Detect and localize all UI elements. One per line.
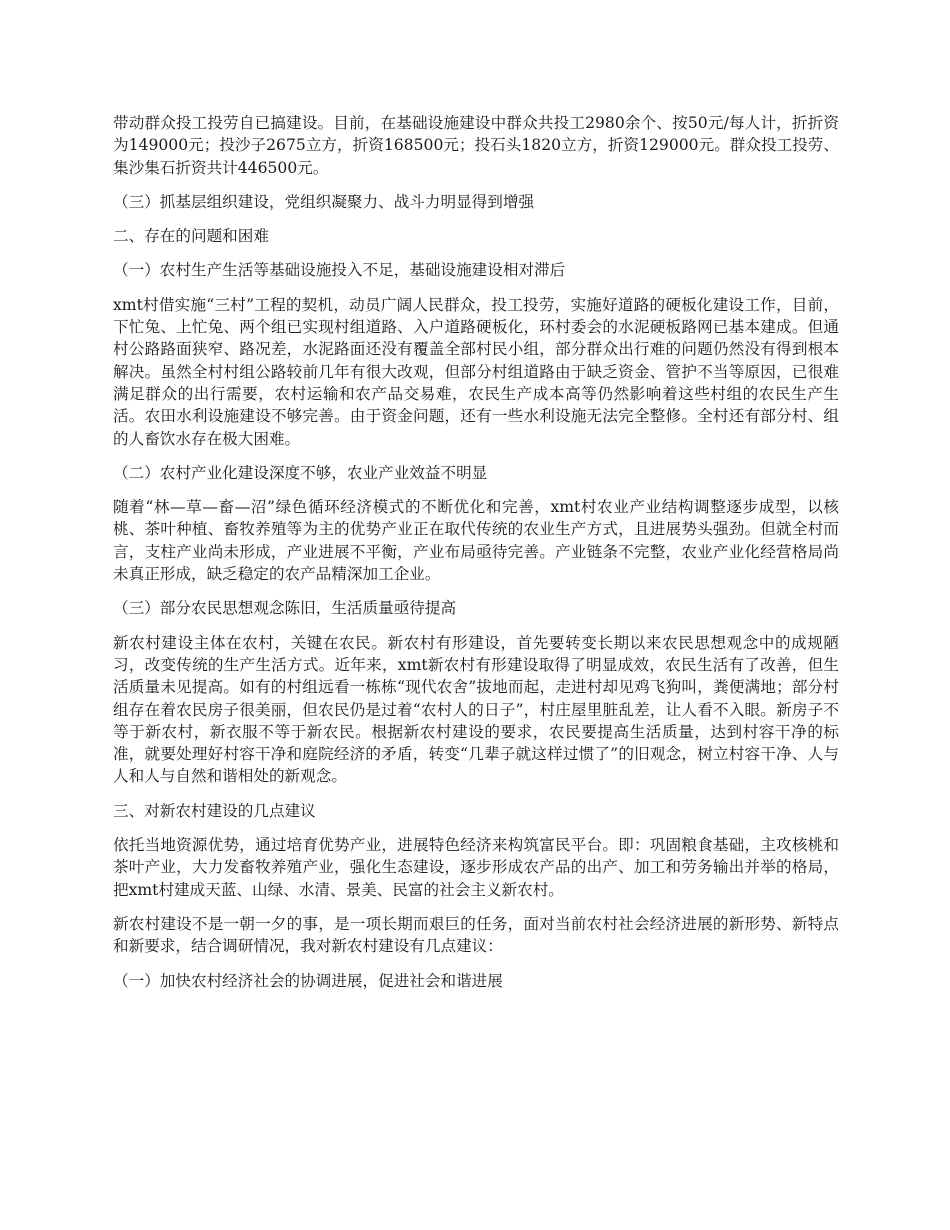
heading-suggestions: 三、对新农村建设的几点建议 <box>113 801 316 820</box>
heading-coordinated-development: （一）加快农村经济社会的协调进展，促进社会和谐进展 <box>113 971 503 990</box>
paragraph-circular-economy: 随着“林—草—畜—沼”绿色循环经济模式的不断优化和完善，xmt村农业产业结构调整逐步成型，以核桃、茶叶种植、畜牧养殖等为主的优势产业正在取代传统的农业生产方式，且进展势头强劲。但就全村而言，支柱产业尚未形成，产业进展不平衡，产业布局亟待完善。产业链条不完整，农业产业化经营格局尚未真正形成，缺乏稳定的农产品精深加工企业。 <box>113 498 839 584</box>
heading-infrastructure-insufficient: （一）农村生产生活等基础设施投入不足，基础设施建设相对滞后 <box>113 261 566 280</box>
heading-farmer-mindset: （三）部分农民思想观念陈旧，生活质量亟待提高 <box>113 599 457 618</box>
paragraph-labor-contribution: 带动群众投工投劳自已搞建设。目前，在基础设施建设中群众共投工2980余个、按50元/每人计，折折资为149000元；投沙子2675立方，折资168500元；投石头1820立方，折资129000元。群众投工投劳、集沙集石折资共计446500元。 <box>113 114 839 177</box>
paragraph-new-village-subject: 新农村建设主体在农村，关键在农民。新农村有形建设，首先要转变长期以来农民思想观念中的成规陋习，改变传统的生产生活方式。近年来，xmt新农村有形建设取得了明显成效，农民生活有了改善，但生活质量未见提高。如有的村组远看一栋栋“现代农舍”拔地而起，走进村却见鸡飞狗叫，粪便满地；部分村组存在着农民房子很美丽，但农民仍是过着“农村人的日子”，村庄屋里脏乱差，让人看不入眼。新房子不等于新农村，新衣服不等于新农民。根据新农村建设的要求，农民要提高生活质量，达到村容干净的标准，就要处理好村容干净和庭院经济的矛盾，转变“几辈子就这样过惯了”的旧观念，树立村容干净、人与人和人与自然和谐相处的新观念。 <box>113 633 839 786</box>
paragraph-resource-advantages: 依托当地资源优势，通过培育优势产业，进展特色经济来构筑富民平台。即：巩固粮食基础，主攻核桃和茶叶产业，大力发畜牧养殖产业，强化生态建设，逐步形成农产品的出产、加工和劳务输出并举的格局，把xmt村建成天蓝、山绿、水清、景美、民富的社会主义新农村。 <box>113 836 839 899</box>
heading-grassroots-organization: （三）抓基层组织建设，党组织凝聚力、战斗力明显得到增强 <box>113 192 535 211</box>
heading-problems-difficulties: 二、存在的问题和困难 <box>113 227 269 246</box>
paragraph-road-construction: xmt村借实施“三村”工程的契机，动员广阔人民群众，投工投劳，实施好道路的硬板化建设工作，目前，下忙兔、上忙兔、两个组已实现村组道路、入户道路硬板化，环村委会的水泥硬板路网已基本建成。但通村公路路面狭窄、路况差，水泥路面还没有覆盖全部村民小组，部分群众出行难的问题仍然没有得到根本解决。虽然全村村组公路较前几年有很大改观，但部分村组道路由于缺乏资金、管护不当等原因，已很难满足群众的出行需要，农村运输和农产品交易难，农民生产成本高等仍然影响着这些村组的农民生产生活。农田水利设施建设不够完善。由于资金问题，还有一些水利设施无法完全整修。全村还有部分村、组的人畜饮水存在极大困难。 <box>113 295 839 448</box>
paragraph-long-term-task: 新农村建设不是一朝一夕的事，是一项长期而艰巨的任务，面对当前农村社会经济进展的新形势、新特点和新要求，结合调研情况，我对新农村建设有几点建议： <box>113 914 839 956</box>
heading-industrialization-depth: （二）农村产业化建设深度不够，农业产业效益不明显 <box>113 463 488 482</box>
document-page <box>113 112 839 1004</box>
